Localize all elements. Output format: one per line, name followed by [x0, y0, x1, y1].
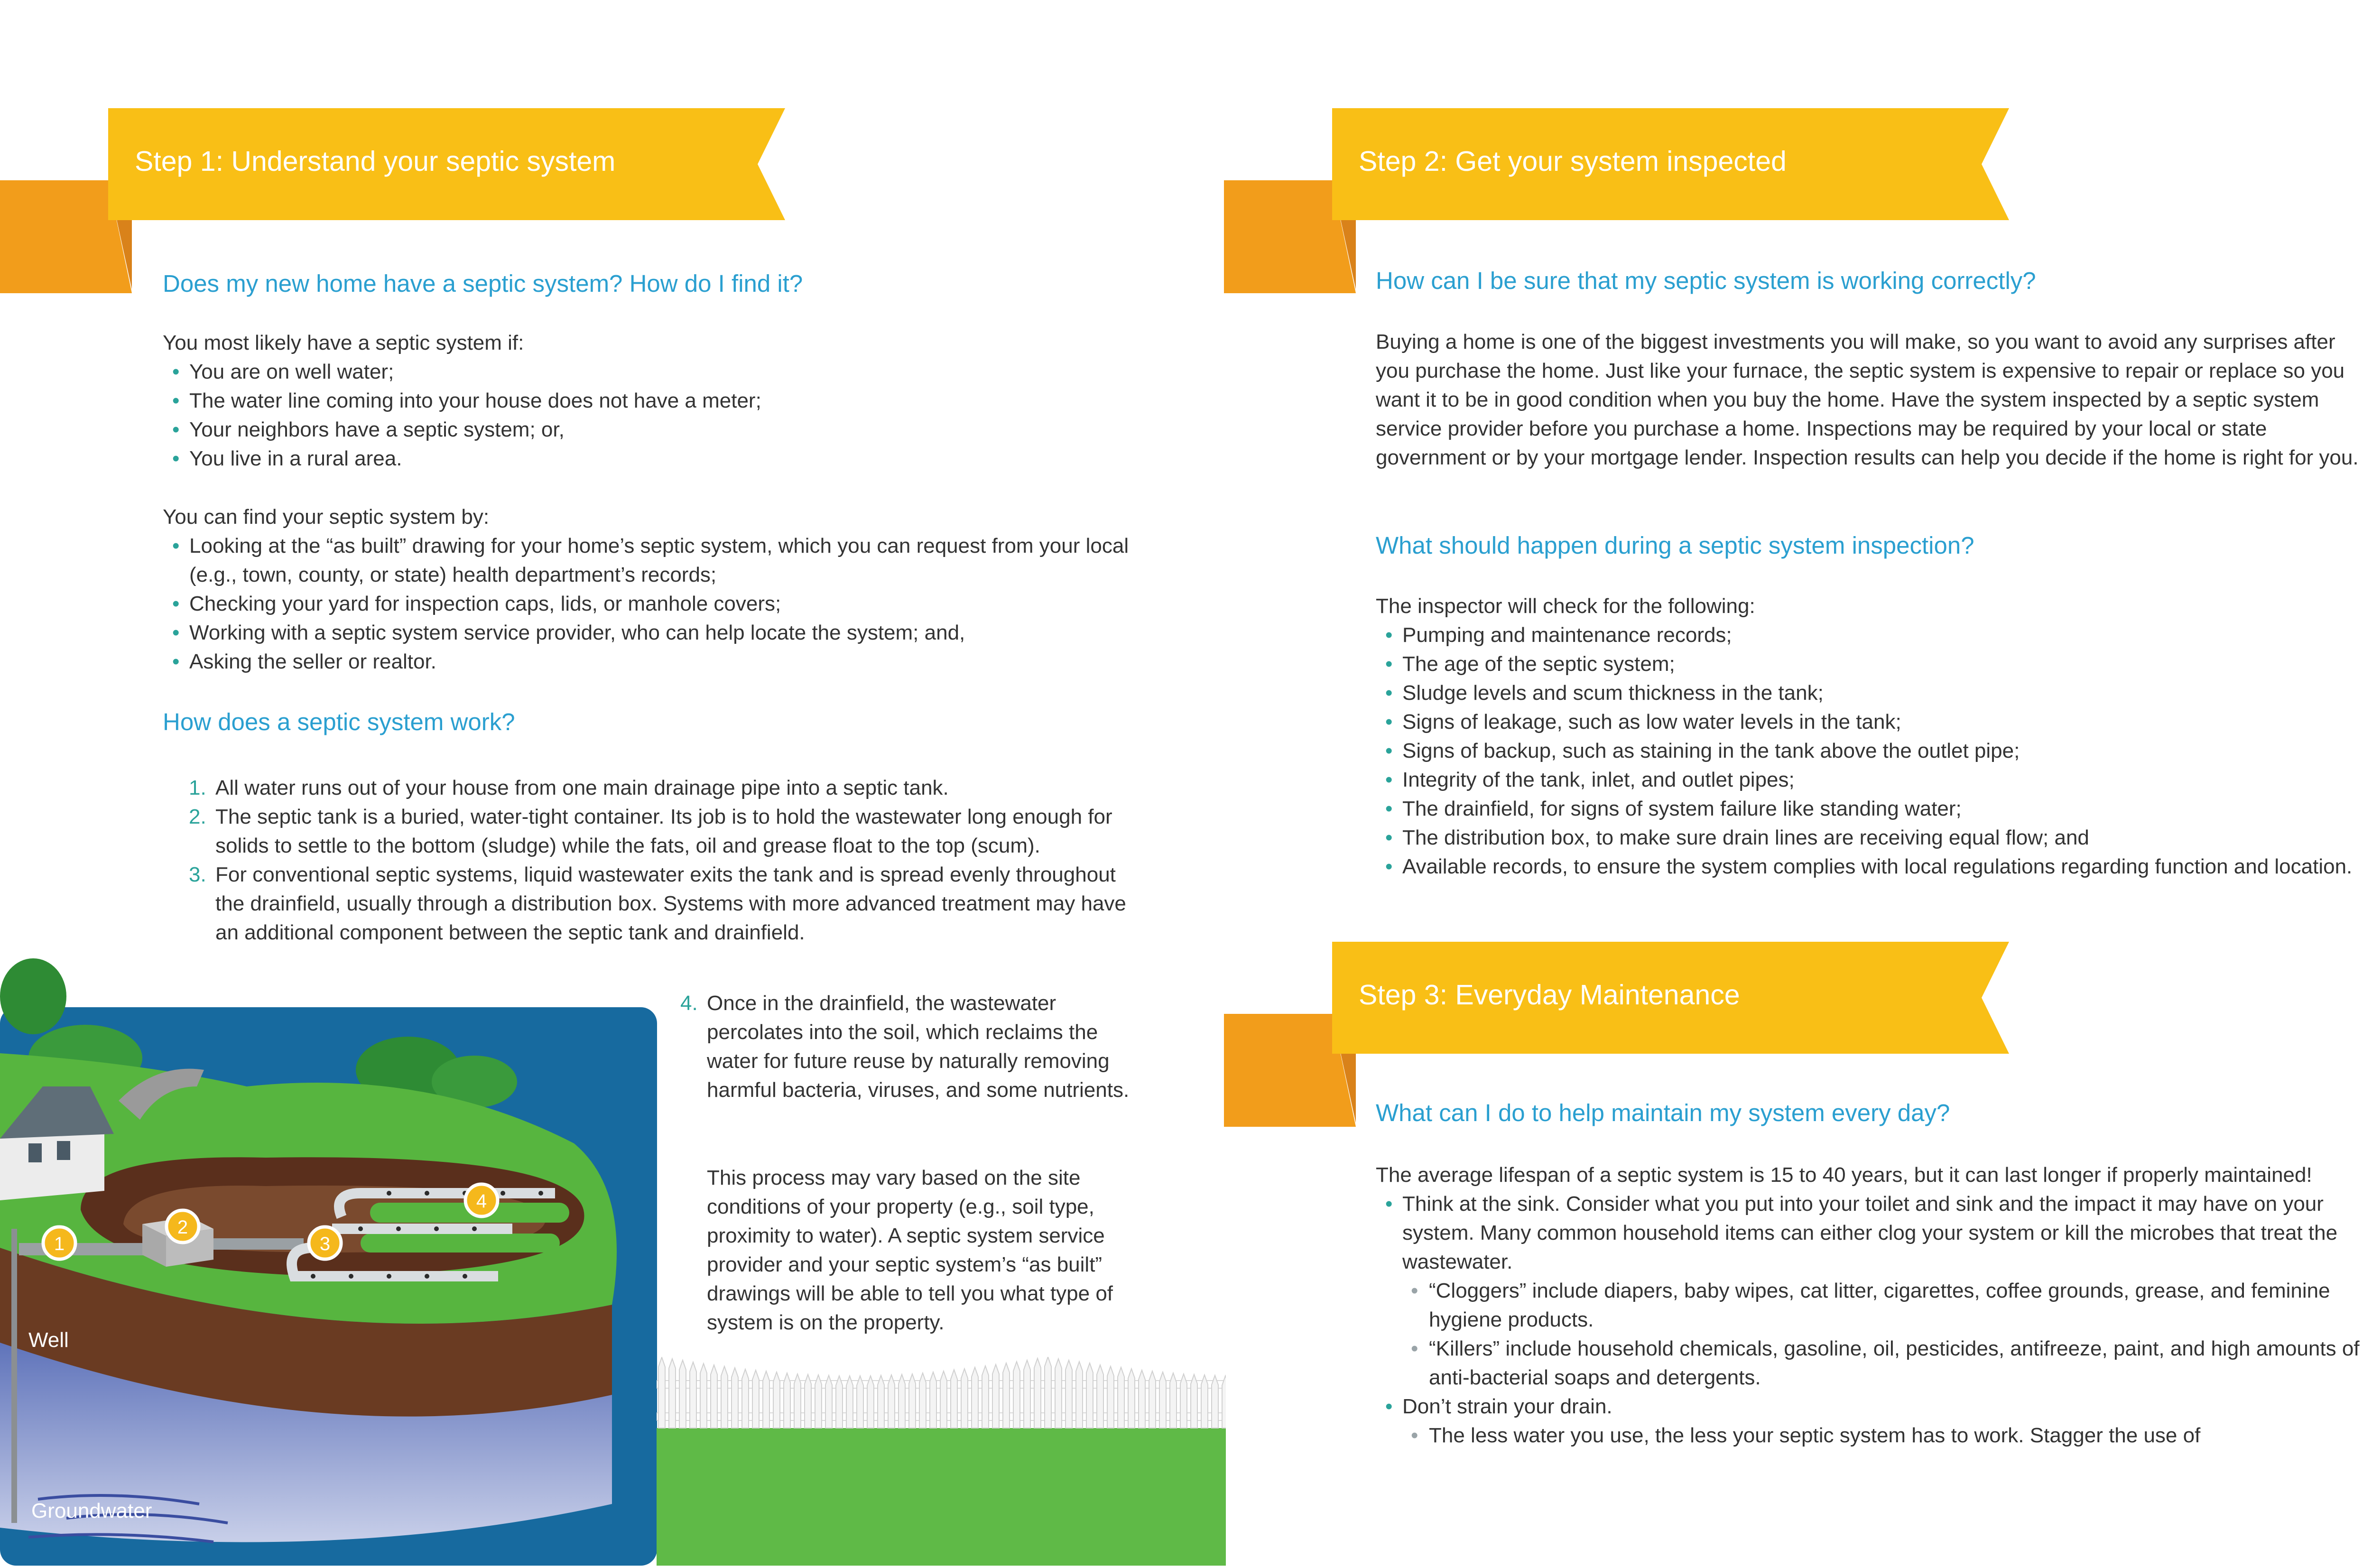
fence-picket: [930, 1372, 936, 1428]
step1-find-intro: You can find your septic system by:: [163, 505, 490, 529]
fence-picket: [732, 1368, 738, 1428]
step-number: 2.: [189, 805, 206, 828]
list-item: • Signs of leakage, such as low water levels in the tank;: [1376, 707, 2367, 736]
list-item: • Pumping and maintenance records;: [1376, 621, 2367, 649]
fence-picket: [1055, 1359, 1062, 1428]
list-item: • Signs of backup, such as staining in the tank above the outlet pipe;: [1376, 736, 2367, 765]
step-text: For conventional septic systems, liquid wastewater exits the tank and is spread evenly throughout the drainfield, usually through a distribution box. Systems with more advanced treatment may have an additional component between the septic tank and drainfield.: [215, 863, 1126, 944]
fence-picket: [658, 1357, 665, 1428]
fence-picket: [1149, 1371, 1156, 1428]
marker-1: [43, 1227, 75, 1259]
fence-graphic: [657, 1357, 1226, 1566]
fence-picket: [909, 1374, 916, 1428]
fence-picket: [763, 1371, 769, 1428]
list-item: [189, 773, 1130, 802]
step-text: Once in the drainfield, the wastewater percolates into the soil, which reclaims the water for future reuse by naturally removing harmful bacteria, viruses, and some nutrients.: [707, 992, 1130, 1102]
fence-picket: [1128, 1369, 1135, 1428]
banner-ribbon: [0, 108, 788, 293]
list-item: [680, 989, 1143, 1104]
fence-picket: [961, 1369, 968, 1428]
fence-picket: [794, 1374, 801, 1428]
list-item: • You are on well water;: [163, 357, 1112, 386]
step3-banner-title: Step 3: Everyday Maintenance: [1359, 979, 1740, 1011]
fence-picket: [721, 1366, 728, 1428]
step2-paragraph: Buying a home is one of the biggest investments you will make, so you want to avoid any surprises after you purchase the home. Just like your furnace, the septic system is expensive to repair or replace so you want it to be in good condition when you buy the home. Have the system inspected by a septic system service provider before you purchase a home. Inspections may be required by your local or state government or by your mortgage lender. Inspection results can help you decide if the home is right for you.: [1376, 330, 2359, 469]
fence-picket: [982, 1366, 989, 1428]
list-item: • The less water you use, the less your septic system has to work. Stagger the use of: [1376, 1421, 2367, 1450]
list-item: • Asking the seller or realtor.: [163, 647, 1130, 676]
fence-picket: [1034, 1358, 1041, 1428]
step1-likely-intro: You most likely have a septic system if:: [163, 331, 524, 354]
fence-picket: [846, 1376, 853, 1428]
list-item: • Available records, to ensure the system complies with local regulations regarding function and location.: [1376, 852, 2367, 881]
septic-illustration: [0, 944, 659, 1566]
fence-picket: [1180, 1374, 1187, 1428]
fence-picket: [899, 1374, 905, 1428]
list-item: • The age of the septic system;: [1376, 649, 2367, 678]
fence-picket: [805, 1374, 811, 1428]
step-number: 4.: [680, 992, 698, 1015]
step1-step4: [680, 989, 1143, 1104]
fence-picket: [1201, 1375, 1208, 1428]
fence-picket: [679, 1360, 686, 1428]
fence-picket: [825, 1375, 832, 1428]
fence-picket: [1086, 1363, 1093, 1428]
step2-banner: [1224, 108, 2011, 293]
list-item: • Your neighbors have a septic system; or,: [163, 415, 1112, 444]
fence-picket: [992, 1364, 999, 1428]
list-item: • Integrity of the tank, inlet, and outlet pipes;: [1376, 765, 2367, 794]
step-number: 3.: [189, 863, 206, 886]
step3-paragraph: The average lifespan of a septic system is 15 to 40 years, but it can last longer if properly maintained!: [1376, 1163, 2312, 1187]
step1-process-note: This process may vary based on the site conditions of your property (e.g., soil type, proximity to water). A septic system service provider and your septic system’s “as built” drawings will be able to tell you what type of system is on the property.: [707, 1166, 1113, 1334]
fence-picket: [815, 1375, 822, 1428]
list-item: • “Cloggers” include diapers, baby wipes, cat litter, cigarettes, coffee grounds, grease, and feminine hygiene products.: [1376, 1276, 2367, 1334]
fence-picket: [784, 1373, 790, 1428]
step1-banner: [0, 108, 788, 293]
fence-picket: [1024, 1360, 1030, 1428]
fence-picket: [1003, 1363, 1010, 1428]
step2-checklist: [1376, 592, 2367, 881]
list-item: • The water line coming into your house does not have a meter;: [163, 386, 1112, 415]
list-item: • “Killers” include household chemicals, gasoline, oil, pesticides, antifreeze, paint, and high amounts of anti-bacterial soaps and detergents.: [1376, 1334, 2367, 1392]
fence-picket: [711, 1365, 717, 1428]
fence-picket: [669, 1359, 676, 1428]
banner-ribbon: [1224, 108, 2011, 293]
fence-lawn: [657, 1357, 1226, 1566]
marker-label: 4: [476, 1191, 487, 1212]
fence-picket: [1118, 1367, 1124, 1428]
fence-picket: [972, 1367, 978, 1428]
fence-picket: [700, 1364, 707, 1428]
step2-banner-title: Step 2: Get your system inspected: [1359, 146, 1787, 177]
marker-2: [167, 1210, 199, 1243]
list-item: • Don’t strain your drain.: [1376, 1392, 2367, 1421]
step3-question-maintain: What can I do to help maintain my system every day?: [1376, 1099, 1950, 1126]
fence-picket: [867, 1376, 874, 1428]
fence-picket: [690, 1362, 696, 1428]
fence-picket: [1159, 1372, 1166, 1428]
fence-picket: [742, 1369, 749, 1428]
list-item: • Looking at the “as built” drawing for your home’s septic system, which you can request from your local (e.g., town, county, or state) health department’s records;: [163, 531, 1130, 589]
marker-3: [309, 1227, 341, 1259]
fence-picket: [1107, 1366, 1114, 1428]
fence-picket: [951, 1370, 957, 1428]
fence-picket: [940, 1371, 947, 1428]
list-item: [189, 802, 1130, 860]
fence-picket: [857, 1376, 863, 1428]
fence-picket: [1191, 1374, 1197, 1428]
fence-picket: [1170, 1373, 1177, 1428]
fence-picket: [752, 1370, 759, 1428]
groundwater-label: Groundwater: [31, 1499, 152, 1522]
well-label: Well: [28, 1328, 69, 1352]
list-item: • Think at the sink. Consider what you put into your toilet and sink and the impact it may have on your system. Many common household items can either clog your system or kill the microbes that treat the wastewater.: [1376, 1189, 2367, 1276]
fence-picket: [878, 1375, 884, 1428]
fence-picket: [888, 1375, 895, 1428]
marker-label: 2: [177, 1217, 188, 1238]
fence-picket: [1066, 1360, 1072, 1428]
list-item: • Working with a septic system service provider, who can help locate the system; and,: [163, 618, 1130, 647]
step1-find-section: [163, 502, 1130, 676]
fence-picket: [1076, 1362, 1083, 1428]
step-text: All water runs out of your house from one main drainage pipe into a septic tank.: [215, 776, 949, 799]
step3-content: [1376, 1160, 2367, 1450]
fence-picket: [1139, 1370, 1145, 1428]
step-text: The septic tank is a buried, water-tight container. Its job is to hold the wastewater long enough for solids to settle to the bottom (sludge) while the fats, oil and grease float to the top (scum).: [215, 805, 1112, 857]
fence-picket: [1212, 1375, 1218, 1428]
list-item: • Checking your yard for inspection caps, lids, or manhole covers;: [163, 589, 1130, 618]
list-item: [189, 860, 1130, 947]
septic-diagram: [0, 944, 659, 1566]
step2-checklist-intro: The inspector will check for the following:: [1376, 594, 1755, 618]
fence-picket: [1013, 1362, 1020, 1428]
fence-picket: [1097, 1365, 1103, 1428]
step2-question-inspection: What should happen during a septic system inspection?: [1376, 532, 1974, 559]
fence-picket: [919, 1373, 926, 1428]
step1-banner-title: Step 1: Understand your septic system: [135, 146, 616, 177]
marker-label: 1: [54, 1234, 65, 1254]
fence-picket: [1222, 1376, 1226, 1428]
fence-picket: [836, 1376, 843, 1428]
marker-4: [465, 1184, 498, 1216]
step1-likely-section: [163, 328, 1112, 473]
step2-question-correct: How can I be sure that my septic system is working correctly?: [1376, 267, 2036, 294]
list-item: • The drainfield, for signs of system failure like standing water;: [1376, 794, 2367, 823]
fence-picket: [773, 1372, 780, 1428]
list-item: • Sludge levels and scum thickness in the tank;: [1376, 678, 2367, 707]
list-item: • The distribution box, to make sure drain lines are receiving equal flow; and: [1376, 823, 2367, 852]
fence-picket: [1045, 1357, 1051, 1428]
marker-label: 3: [319, 1234, 331, 1254]
step1-question-how: How does a septic system work?: [163, 708, 515, 735]
step1-how-steps: [189, 773, 1130, 947]
step-number: 1.: [189, 776, 206, 799]
list-item: • You live in a rural area.: [163, 444, 1112, 473]
step1-question-find: Does my new home have a septic system? How do I find it?: [163, 270, 803, 297]
